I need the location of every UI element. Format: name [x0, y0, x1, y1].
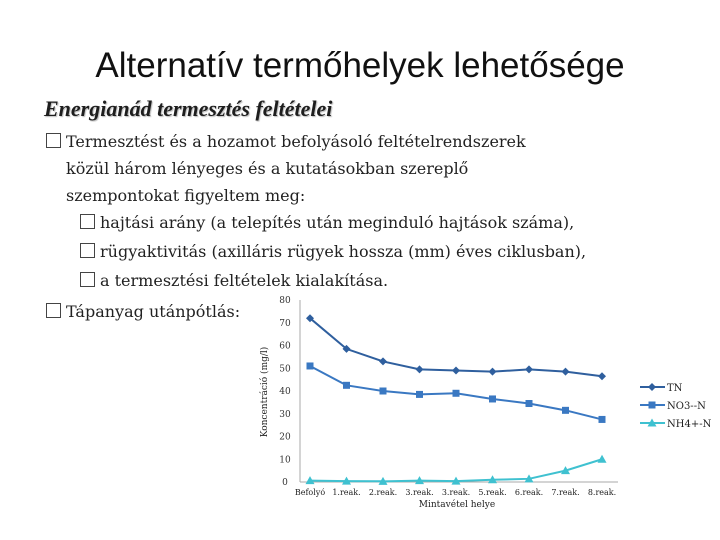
y-tick-label: 20	[279, 432, 291, 443]
x-tick-label: 7.reak.	[551, 488, 580, 497]
bullet-line-2: közül három lényeges és a kutatásokban szereplő	[66, 159, 469, 178]
x-axis-title: Mintavétel helye	[418, 500, 496, 510]
data-point	[453, 390, 460, 397]
series-3	[306, 455, 607, 485]
data-point	[562, 368, 570, 376]
bullet-text: hajtási arány (a telepítés után meginduló hajtások száma),	[100, 213, 575, 232]
x-tick-label: 2.reak.	[368, 488, 398, 497]
data-point	[598, 372, 606, 380]
data-point	[526, 400, 533, 407]
slide-subtitle: Energianád termesztés feltételei	[44, 96, 333, 121]
x-tick-label: 6.reak.	[514, 488, 544, 497]
data-point	[343, 382, 350, 389]
data-point	[599, 416, 606, 423]
data-point	[648, 383, 656, 391]
y-tick-label: 10	[279, 455, 291, 466]
data-point	[598, 455, 607, 463]
legend-label: TN	[667, 383, 683, 394]
y-tick-label: 80	[279, 296, 291, 306]
data-point	[416, 365, 424, 373]
x-tick-label: 8.reak.	[587, 488, 617, 497]
bullet-text: Tápanyag utánpótlás:	[66, 302, 241, 321]
y-axis-title: Koncentráció (mg/l)	[260, 346, 270, 438]
x-tick-label: 3.reak.	[441, 488, 471, 497]
data-point	[562, 407, 569, 414]
data-point	[307, 362, 314, 369]
bullet-text: a termesztési feltételek kialakítása.	[100, 271, 389, 290]
data-point	[525, 365, 533, 373]
x-tick-label: 1.reak.	[332, 488, 361, 497]
slide-title: Alternatív termőhelyek lehetősége	[95, 46, 625, 85]
legend-item	[640, 401, 706, 412]
x-tick-label: Befolyó	[294, 488, 326, 497]
y-tick-label: 70	[279, 318, 291, 329]
bullet-text: Termesztést és a hozamot befolyásoló feltételrendszerek	[66, 132, 526, 151]
data-point	[452, 367, 460, 375]
legend-label: NO3--N	[667, 401, 706, 412]
x-tick-label: 5.reak.	[478, 488, 507, 497]
data-point	[380, 388, 387, 395]
y-tick-label: 40	[279, 387, 291, 397]
data-point	[649, 402, 656, 409]
legend-item	[640, 419, 712, 431]
data-point	[379, 357, 387, 365]
bullet-line-3: szempontokat figyeltem meg:	[66, 186, 306, 205]
y-tick-label: 0	[282, 478, 288, 488]
bullet-text: rügyaktivitás (axilláris rügyek hossza (mm) éves ciklusban),	[100, 242, 587, 261]
series-1	[306, 314, 606, 380]
data-point	[416, 391, 423, 398]
data-point	[489, 368, 497, 376]
y-tick-label: 50	[279, 364, 291, 375]
y-tick-label: 30	[279, 409, 291, 420]
x-tick-label: 3.reak.	[405, 488, 434, 497]
legend-item	[640, 383, 683, 394]
legend-label: NH4+-N	[667, 419, 712, 430]
y-tick-label: 60	[279, 341, 291, 352]
data-point	[489, 395, 496, 402]
